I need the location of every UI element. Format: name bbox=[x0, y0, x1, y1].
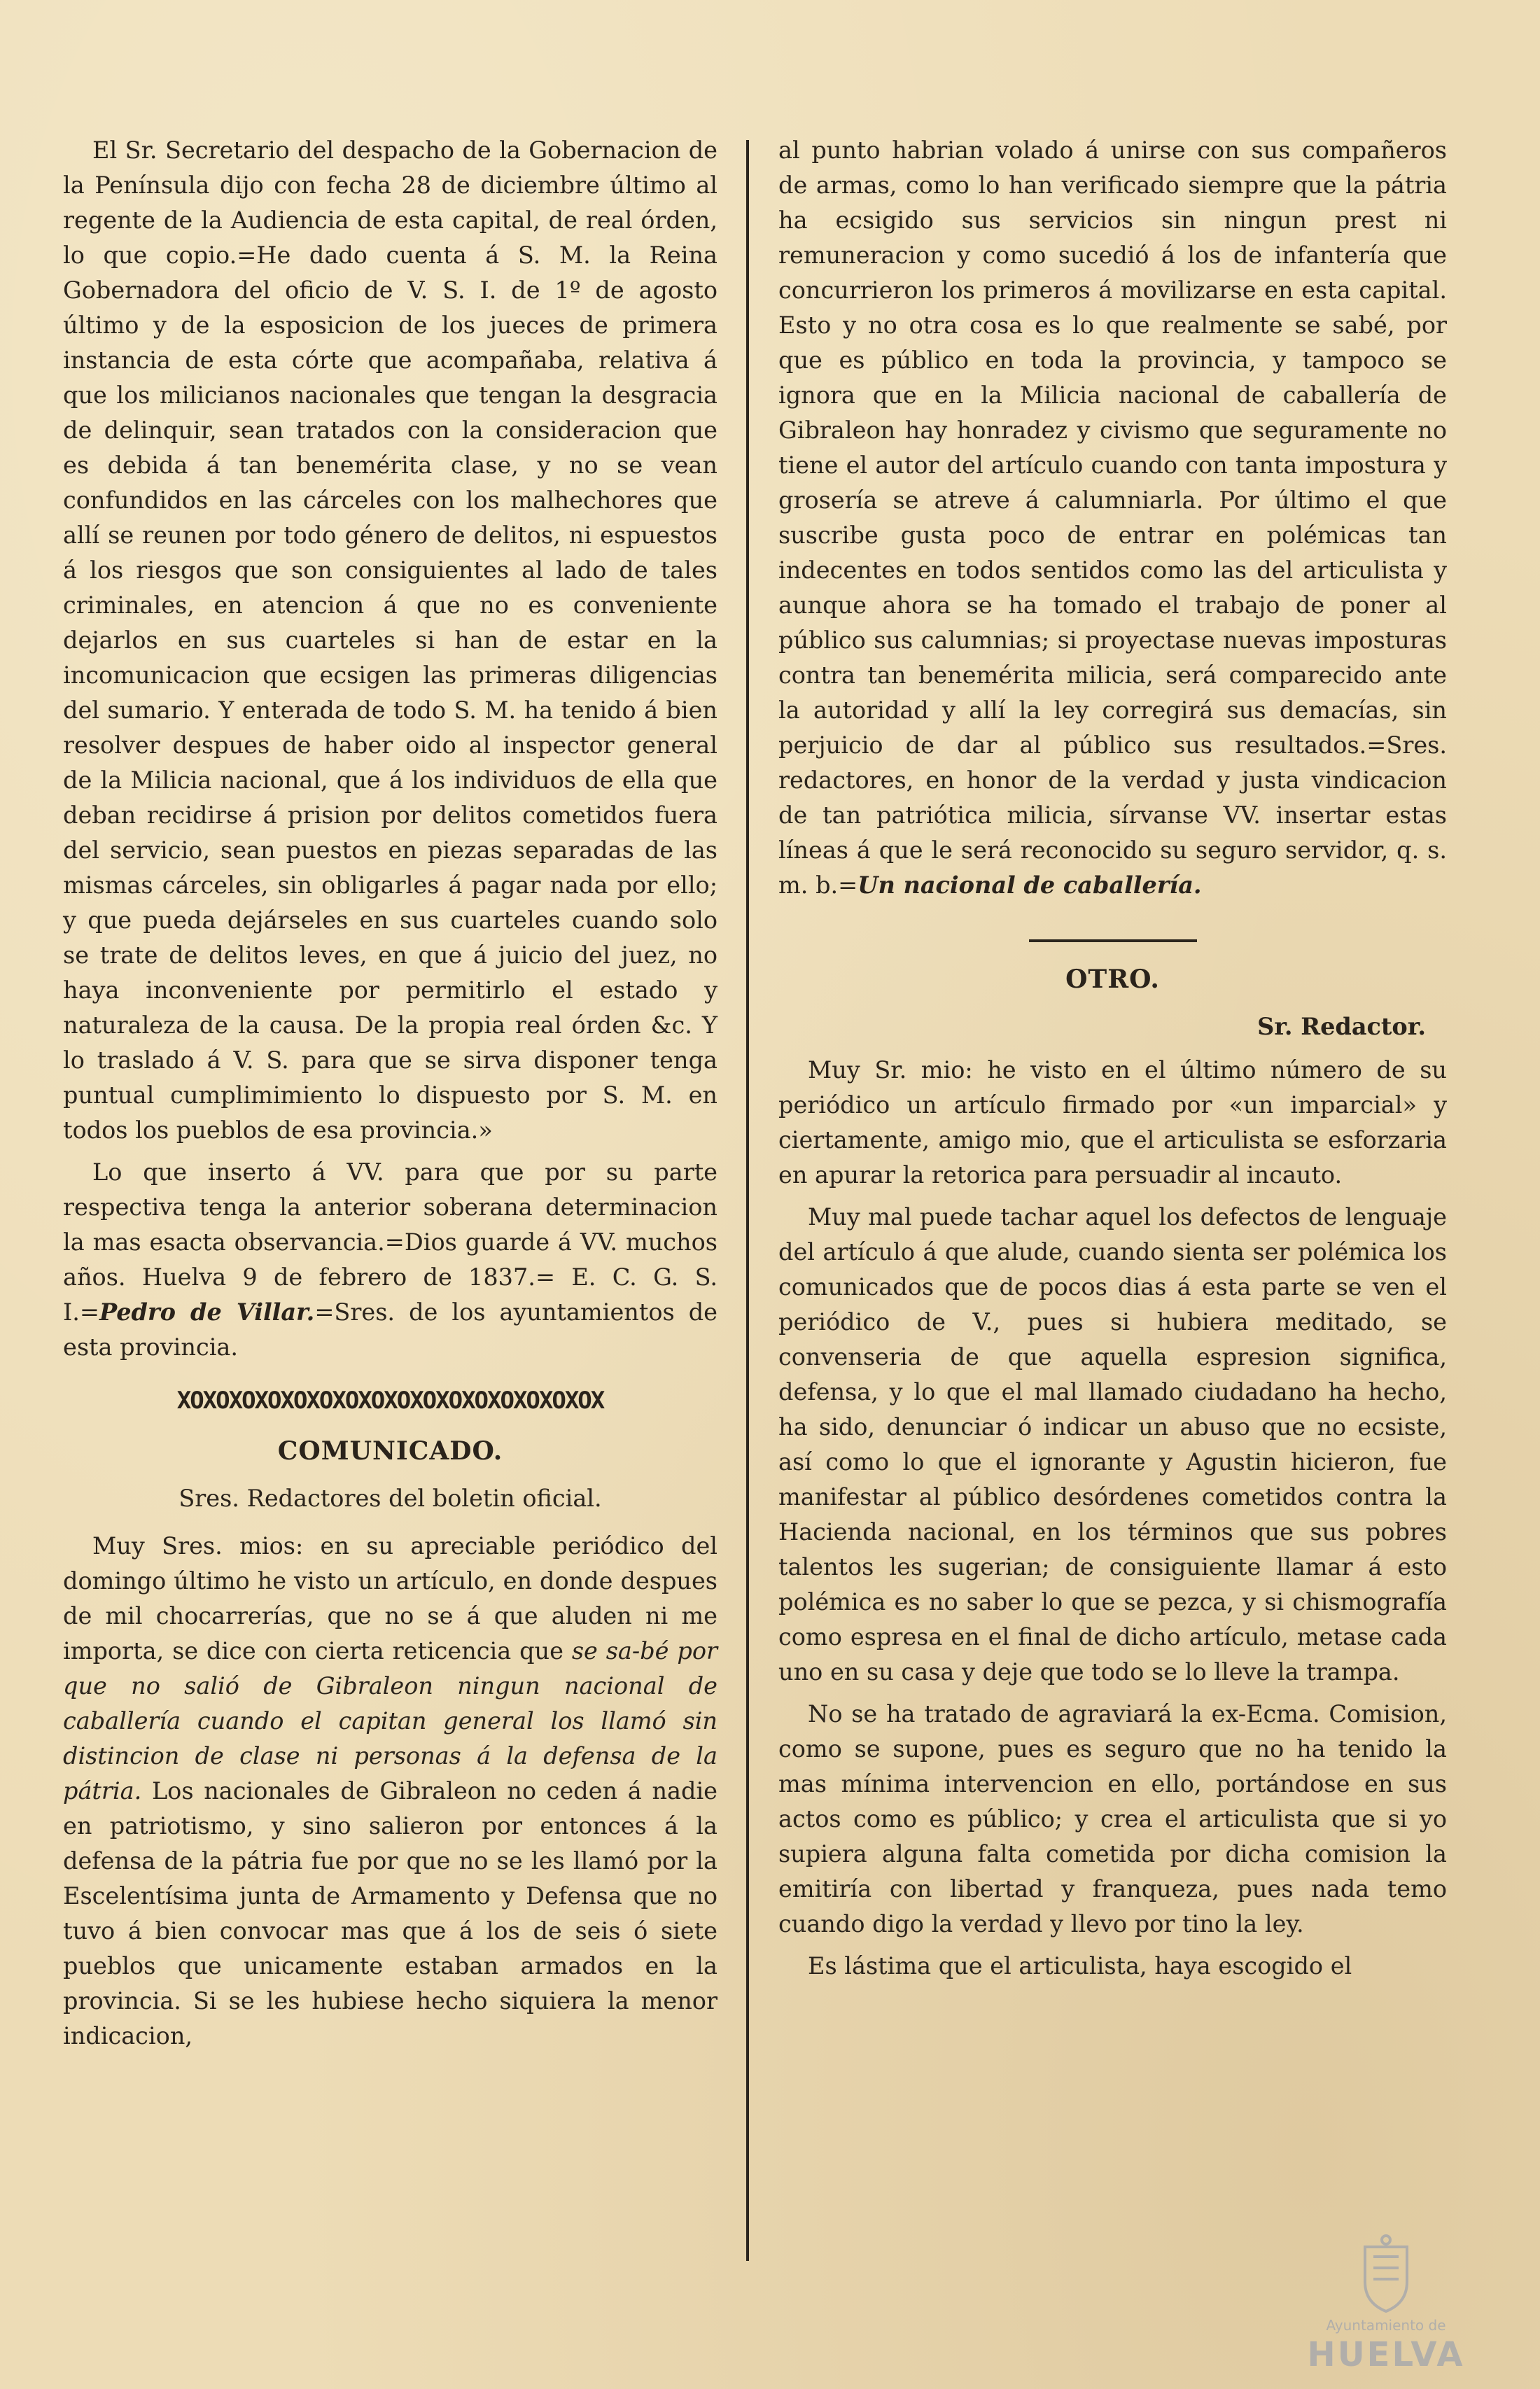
archive-watermark bbox=[1281, 2233, 1491, 2373]
left-column bbox=[63, 133, 718, 2054]
second-letter-paragraph-4: Es lástima que el articulista, haya escogido el bbox=[808, 1952, 1352, 1980]
letter-text-b: Los nacionales de Gibraleon no ceden á nadie en patriotismo, y sino salieron por entonces á la defensa de la pátria fue por que no se les llamó por la Escelentísima junta de Armamento y Defensa que no tuvo á bien convocar mas que á los de seis ó siete pueblos que unicamente estaban armados en la provincia. Si se les hubiese hecho siquiera la menor indicacion, bbox=[63, 1777, 718, 2050]
second-letter-paragraph-3: No se ha tratado de agraviará la ex-Ecma. Comision, como se supone, pues es seguro que no ha tenido la mas mínima intervencion en ello, portándose en sus actos como es público; y crea el articulista que si yo supiera alguna falta cometida por dicha comision la emitiría con libertad y franqueza, pues nada temo cuando digo la verdad y llevo por tino la ley. bbox=[778, 1700, 1447, 1938]
letter-continuation-text: al punto habrian volado á unirse con sus compañeros de armas, como lo han verificado siempre que la pátria ha ecsigido sus servicios sin ningun prest ni remuneracion y como sucedió á los de infantería que concurrieron los primeros á movilizarse en esta capital. Esto y no otra cosa es lo que realmente se sabé, por que es público en toda la provincia, y tampoco se ignora que en la Milicia nacional de caballería de Gibraleon hay honradez y civismo que seguramente no tiene el autor del artículo cuando con tanta impostura y grosería se atreve á calumniarla. Por último el que suscribe gusta poco de entrar en polémicas tan indecentes en todos sentidos como las del articulista y aunque ahora se ha tomado el trabajo de poner al público sus calumnias; si proyectase nuevas imposturas contra tan benemérita milicia, será comparecido ante la autoridad y allí la ley corregirá sus demacías, sin perjuicio de dar al público sus resultados.=Sres. redactores, en honor de la verdad y justa vindicacion de tan patriótica milicia, sírvanse VV. insertar estas líneas á que le será reconocido su seguro servidor, q. s. m. b.= bbox=[778, 136, 1447, 899]
watermark-line-1: Ayuntamiento de bbox=[1326, 2317, 1446, 2334]
decree-paragraph: El Sr. Secretario del despacho de la Gobernacion de la Península dijo con fecha 28 de diciembre último al regente de la Audiencia de esta capital, de real órden, lo que copio.=He dado cuenta á S. M. la Reina Gobernadora del oficio de V. S. I. de 1º de agosto último y de la esposicion de los jueces de primera instancia de esta córte que acompañaba, relativa á que los milicianos nacionales que tengan la desgracia de delinquir, sean tratados con la consideracion que es debida á tan benemérita clase, y no se vean confundidos en las cárceles con los malhechores que allí se reunen por todo género de delitos, ni espuestos á los riesgos que son consiguientes al lado de tales criminales, en atencion á que no es conveniente dejarlos en sus cuarteles si han de estar en la incomunicacion que ecsigen las primeras diligencias del sumario. Y enterada de todo S. M. ha tenido á bien resolver despues de haber oido al inspector general de la Milicia nacional, que á los individuos de ella que deban recidirse á prision por delitos cometidos fuera del servicio, sean puestos en piezas separadas de las mismas cárceles, sin obligarles á pagar nada por ello; y que pueda dejárseles en sus cuarteles cuando solo se trate de delitos leves, en que á juicio del juez, no haya inconveniente por permitirlo el estado y naturaleza de la causa. De la propia real órden &c. Y lo traslado á V. S. para que se sirva disponer tenga puntual cumplimimiento lo dispuesto por S. M. en todos los pueblos de esa provincia.» bbox=[63, 136, 718, 1144]
column-divider bbox=[746, 140, 749, 2261]
section-rule bbox=[1029, 939, 1197, 942]
second-letter-paragraph-2: Muy mal puede tachar aquel los defectos de lenguaje del artículo á que alude, cuando sienta ser polémica los comunicados que de pocos dias á esta parte se ven el periódico de V., pues si hubiera meditado, se convenseria de que aquella espresion significa, defensa, y lo que el mal llamado ciudadano ha hecho, ha sido, denunciar ó indicar un abuso que no ecsiste, así como lo que el ignorante y Agustin hicieron, fue manifestar al público desórdenes cometidos contra la Hacienda nacional, en los términos que sus pobres talentos les sugerian; de consiguiente llamar á esto polémica es no saber lo que se pezca, y si chismografía como espresa en el final de dicho artículo, metase cada uno en su casa y deje que todo se lo lleve la trampa. bbox=[778, 1203, 1447, 1686]
second-letter-paragraph-1: Muy Sr. mio: he visto en el último número de su periódico un artículo firmado por «un imparcial» y ciertamente, amigo mio, que el articulista se esforzaria en apurar la retorica para persuadir al incauto. bbox=[778, 1056, 1447, 1189]
city-crest-icon bbox=[1281, 2233, 1491, 2317]
section-heading-comunicado: COMUNICADO. bbox=[277, 1436, 503, 1466]
section-heading-otro: OTRO. bbox=[1065, 965, 1160, 994]
letter-quoted-text: se sa-bé por que no salió de Gibraleon ningun nacional de caballería cuando el capitan general los llamó sin distincion de clase ni personas á la defensa de la pátria. bbox=[63, 1637, 718, 1805]
watermark-line-2: HUELVA bbox=[1307, 2335, 1465, 2374]
letter-salutation: Sres. Redactores del boletin oficial. bbox=[178, 1485, 602, 1512]
letter-continuation-paragraph bbox=[778, 133, 1447, 903]
right-column bbox=[778, 133, 1447, 1984]
decree-closing-text: Lo que inserto á VV. para que por su parte respectiva tenga la anterior soberana determinacion la mas esacta observancia.=Dios guarde á VV. muchos años. Huelva 9 de febrero de 1837.= E. C. G. S. I.= bbox=[63, 1158, 718, 1326]
letter-text-a: Muy Sres. mios: en su apreciable periódico del domingo último he visto un artículo, en donde despues de mil chocarrerías, que no se á que aluden ni me importa, se dice con cierta reticencia que bbox=[63, 1532, 718, 1665]
decree-closing-paragraph bbox=[63, 1155, 718, 1365]
decree-signature: Pedro de Villar. bbox=[99, 1298, 315, 1326]
letter-paragraph bbox=[63, 1529, 718, 2054]
second-letter-salutation: Sr. Redactor. bbox=[1257, 1013, 1426, 1040]
ornamental-divider: XOXOXOXOXOXOXOXOXOXOXOXOXOXOXOXOX bbox=[176, 1387, 604, 1414]
decree-recipients: =Sres. de los ayuntamientos de esta provincia. bbox=[63, 1298, 718, 1361]
letter-signature: Un nacional de caballería. bbox=[858, 871, 1202, 899]
